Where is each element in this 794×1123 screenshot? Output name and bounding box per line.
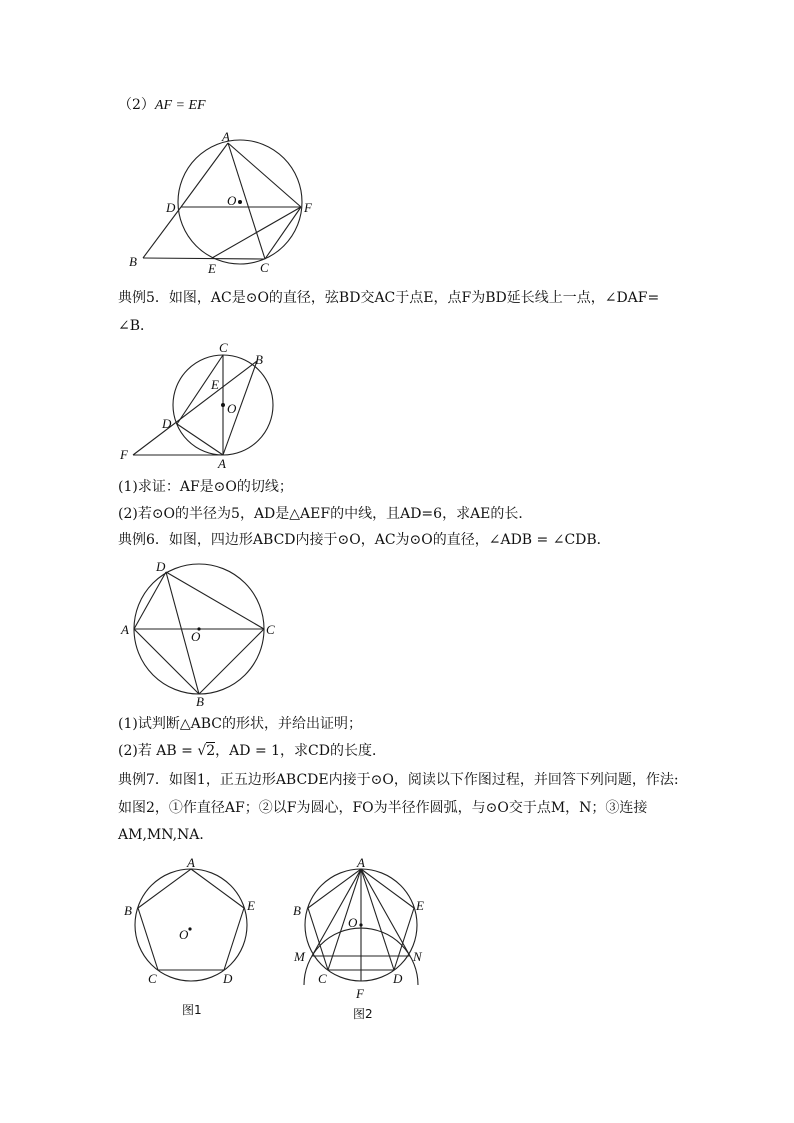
- center-dot: [359, 923, 362, 926]
- label-b: B: [129, 254, 137, 269]
- segment-ab: [134, 629, 199, 694]
- circle-o: [135, 869, 247, 981]
- figure-part2: [120, 125, 330, 275]
- label-e: E: [208, 261, 216, 276]
- label-d: D: [223, 971, 233, 986]
- label-a: A: [218, 456, 226, 471]
- label-m: M: [294, 949, 305, 964]
- label-b: B: [124, 903, 132, 918]
- pentagon-abcde: [138, 869, 244, 970]
- label-c: C: [219, 340, 228, 355]
- label-f: F: [356, 986, 364, 1001]
- label-o: O: [179, 927, 189, 942]
- figure-example5: [115, 338, 285, 474]
- label-e: E: [211, 377, 219, 392]
- label-c: C: [266, 622, 275, 637]
- label-o: O: [191, 629, 201, 644]
- center-dot: [188, 927, 191, 930]
- q2-suffix: ，AD = 1，求CD的长度．: [215, 743, 386, 759]
- label-a: A: [357, 855, 365, 870]
- q2-prefix: (2)若 AB =: [118, 743, 198, 759]
- sqrt-sign: √: [197, 743, 207, 759]
- label-d: D: [162, 416, 172, 431]
- label-e: E: [247, 898, 255, 913]
- label-d: D: [156, 559, 166, 574]
- segment-bc: [143, 258, 265, 259]
- figure-2: [288, 855, 433, 1025]
- label-o: O: [227, 401, 237, 416]
- label-b: B: [255, 352, 263, 367]
- label-e: E: [416, 898, 424, 913]
- example7-text-line3: AM,MN,NA．: [118, 827, 214, 843]
- example5-text-line2: ∠B．: [118, 318, 155, 334]
- center-dot: [221, 403, 225, 407]
- segment-ad: [134, 572, 166, 629]
- label-c: C: [318, 971, 327, 986]
- label-b: B: [196, 694, 204, 709]
- example5-text-line1: 典例5．如图，AC是⊙O的直径，弦BD交AC于点E，点F为BD延长线上一点，∠DAF=: [118, 290, 660, 306]
- label-o: O: [348, 915, 358, 930]
- figure-2-caption: 图2: [353, 1007, 373, 1021]
- part2-number: （2）: [118, 97, 155, 113]
- label-a: A: [121, 622, 129, 637]
- label-c: C: [260, 260, 269, 275]
- example7-text-line1: 典例7．如图1，正五边形ABCDE内接于⊙O，阅读以下作图过程，并回答下列问题，作法:: [118, 772, 679, 788]
- segment-cf: [265, 207, 301, 259]
- part2-heading: [118, 95, 206, 116]
- segment-dc: [166, 572, 264, 629]
- part2-formula: AF = EF: [154, 98, 206, 113]
- segment-ad: [181, 143, 228, 207]
- label-f: F: [120, 447, 128, 462]
- example7-text-line2: 如图2，①作直径AF；②以F为圆心，FO为半径作圆弧，与⊙O交于点M，N；③连接: [118, 800, 648, 816]
- segment-ad: [177, 424, 223, 455]
- example5-question2: (2)若⊙O的半径为5，AD是△AEF的中线，且AD=6，求AE的长．: [118, 506, 533, 522]
- figure-example6: [118, 557, 283, 709]
- center-dot: [238, 200, 242, 204]
- label-f: F: [304, 200, 312, 215]
- label-d: D: [166, 200, 176, 215]
- segment-bc: [199, 629, 264, 694]
- label-n: N: [413, 949, 422, 964]
- example6-question2: [118, 741, 386, 761]
- chord-bf-line: [133, 361, 257, 455]
- example6-question1: (1)试判断△ABC的形状，并给出证明；: [118, 716, 362, 732]
- figure-1: [118, 855, 268, 1020]
- label-d: D: [393, 971, 403, 986]
- label-a: A: [222, 129, 230, 144]
- example5-question1: (1)求证：AF是⊙O的切线；: [118, 479, 293, 495]
- segment-af: [228, 143, 301, 207]
- label-c: C: [148, 971, 157, 986]
- segment-ef: [212, 207, 301, 258]
- label-o: O: [227, 193, 237, 208]
- figure-1-caption: 图1: [182, 1003, 202, 1017]
- label-a: A: [187, 855, 195, 870]
- sqrt-radicand: 2: [206, 743, 216, 759]
- label-b: B: [293, 903, 301, 918]
- example6-text-line1: 典例6．如图，四边形ABCD内接于⊙O，AC为⊙O的直径，∠ADB = ∠CDB．: [118, 532, 611, 548]
